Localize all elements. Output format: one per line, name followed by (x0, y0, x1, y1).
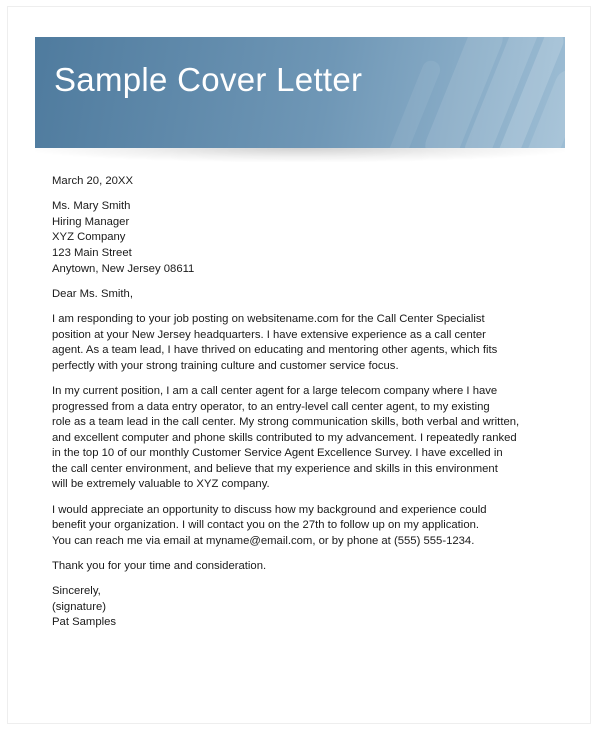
paragraph-line: I would appreciate an opportunity to discuss how my background and experience could (52, 503, 487, 516)
banner-shadow (35, 148, 565, 162)
letter-date (52, 174, 552, 190)
date-line: March 20, 20XX (52, 175, 134, 187)
recipient-name: Ms. Mary Smith (52, 200, 131, 213)
paragraph-line: benefit your organization. I will contact you on the 27th to follow up on my application. (52, 519, 480, 532)
paragraph-line: agent. As a team lead, I have thrived on educating and mentoring other agents, which fits (52, 344, 498, 357)
recipient-address (52, 199, 552, 277)
paragraph-line: I am responding to your job posting on websitename.com for the Call Center Specialist (52, 312, 485, 325)
recipient-street: 123 Main Street (52, 246, 132, 259)
salutation (52, 287, 552, 303)
paragraph-line: the call center environment, and believe that my experience and skills in this environment (52, 462, 498, 475)
paragraph-3 (52, 503, 552, 550)
paragraph-line: will be extremely valuable to XYZ company. (52, 478, 270, 491)
recipient-title: Hiring Manager (52, 215, 130, 228)
recipient-city: Anytown, New Jersey 08611 (52, 262, 195, 275)
paragraph-2 (52, 384, 552, 493)
closing: Sincerely, (52, 585, 101, 598)
sign-off (52, 584, 552, 631)
paragraph-line: Thank you for your time and consideration. (52, 560, 267, 573)
paragraph-line: position at your New Jersey headquarters. I have extensive experience as a call center (52, 328, 486, 341)
paragraph-line: You can reach me via email at myname@email.com, or by phone at (555) 555-1234. (52, 534, 475, 547)
page-title: Sample Cover Letter (54, 61, 363, 98)
paragraph-line: in the top 10 of our monthly Customer Service Agent Excellence Survey. I have excelled in (52, 447, 503, 460)
paragraph-line: and excellent computer and phone skills contributed to my advancement. I repeatedly ranked (52, 431, 517, 444)
salutation-line: Dear Ms. Smith, (52, 287, 133, 300)
paragraph-line: role as a team lead in the call center. My strong communication skills, both verbal and written, (52, 416, 520, 429)
signature-placeholder: (signature) (52, 600, 106, 613)
recipient-company: XYZ Company (52, 231, 126, 244)
paragraph-line: In my current position, I am a call center agent for a large telecom company where I have (52, 384, 498, 397)
paragraph-line: perfectly with your strong training culture and customer service focus. (52, 359, 399, 372)
paragraph-line: progressed from a data entry operator, to an entry-level call center agent, to my existing (52, 400, 490, 413)
paragraph-1 (52, 312, 552, 374)
sender-name: Pat Samples (52, 616, 117, 629)
header-banner (35, 37, 565, 148)
paragraph-4 (52, 559, 552, 575)
letter-body (52, 174, 552, 641)
